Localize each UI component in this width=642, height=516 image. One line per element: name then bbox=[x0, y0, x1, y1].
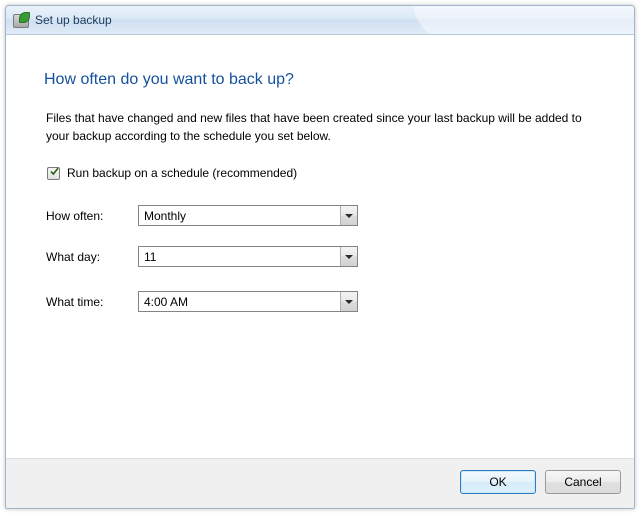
what-day-value: 11 bbox=[144, 249, 157, 264]
run-backup-on-schedule-row[interactable] bbox=[47, 166, 297, 180]
page-title: How often do you want to back up? bbox=[44, 71, 294, 88]
how-often-dropdown[interactable] bbox=[138, 205, 358, 226]
what-time-chevron-down-icon[interactable] bbox=[340, 292, 357, 311]
field-what-time bbox=[46, 291, 358, 312]
window-title: Set up backup bbox=[35, 13, 112, 27]
how-often-chevron-down-icon[interactable] bbox=[340, 206, 357, 225]
ok-button[interactable]: OK bbox=[460, 470, 536, 494]
how-often-label: How often: bbox=[46, 208, 104, 223]
run-backup-on-schedule-label: Run backup on a schedule (recommended) bbox=[67, 166, 298, 180]
checkmark-icon bbox=[50, 167, 59, 176]
what-day-label: What day: bbox=[46, 249, 101, 264]
what-time-value: 4:00 AM bbox=[144, 294, 189, 309]
what-time-dropdown[interactable] bbox=[138, 291, 358, 312]
title-bar bbox=[6, 6, 634, 35]
field-how-often bbox=[46, 205, 358, 226]
dialog-body bbox=[6, 35, 634, 508]
what-time-label: What time: bbox=[46, 294, 104, 309]
backup-disk-icon bbox=[13, 12, 29, 28]
run-backup-on-schedule-checkbox[interactable] bbox=[47, 167, 60, 180]
how-often-value: Monthly bbox=[144, 208, 187, 223]
field-what-day bbox=[46, 246, 358, 267]
what-day-dropdown[interactable] bbox=[138, 246, 358, 267]
what-day-chevron-down-icon[interactable] bbox=[340, 247, 357, 266]
dialog-footer bbox=[6, 458, 634, 508]
cancel-button[interactable]: Cancel bbox=[545, 470, 621, 494]
intro-text: Files that have changed and new files that have been created since your last backup will be added to your backup according to the schedule you set below. bbox=[46, 111, 582, 143]
setup-backup-window bbox=[5, 5, 635, 509]
